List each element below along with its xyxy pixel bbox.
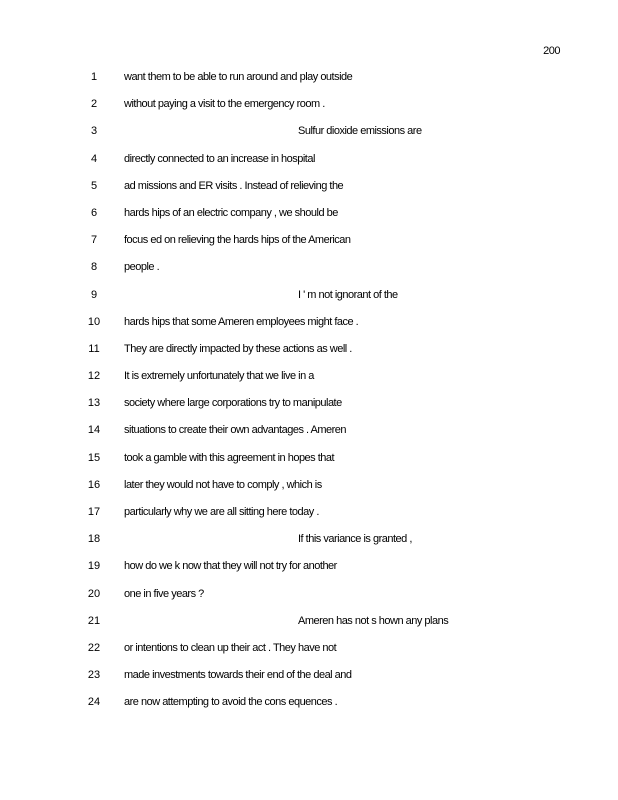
line-number: 15	[87, 451, 101, 464]
line-number: 21	[87, 614, 101, 627]
line-number: 9	[90, 288, 98, 301]
line-number: 2	[90, 98, 98, 111]
transcript-line: people .	[124, 261, 160, 274]
transcript-line: how do we k now that they will not try for another	[124, 560, 337, 573]
transcript-line: without paying a visit to the emergency room .	[124, 98, 325, 111]
line-number: 24	[87, 696, 101, 709]
transcript-line: If this variance is granted ,	[298, 533, 412, 546]
transcript-line: ad missions and ER visits . Instead of relieving the	[124, 179, 344, 192]
transcript-line: focus ed on relieving the hards hips of the American	[124, 234, 351, 247]
transcript-line: or intentions to clean up their act . They have not	[124, 641, 337, 654]
line-number: 1	[90, 71, 98, 83]
transcript-line: later they would not have to comply , which is	[124, 478, 322, 491]
transcript-line: hards hips that some Ameren employees might face .	[124, 315, 359, 328]
transcript-line: one in five years ?	[124, 587, 204, 600]
line-number: 17	[87, 506, 101, 518]
line-number: 12	[87, 370, 101, 383]
line-number: 10	[87, 315, 101, 328]
transcript-line: made investments towards their end of the deal and	[124, 669, 352, 682]
line-number: 16	[87, 478, 101, 491]
page-number: 200	[543, 45, 560, 57]
transcript-line: want them to be able to run around and play outside	[124, 71, 353, 83]
transcript-line: Sulfur dioxide emissions are	[298, 125, 422, 138]
line-number: 11	[88, 342, 100, 355]
transcript-line: It is extremely unfortunately that we live in a	[124, 370, 314, 383]
transcript-line: directly connected to an increase in hospital	[124, 152, 315, 165]
transcript-line: hards hips of an electric company , we should be	[124, 206, 338, 219]
transcript-line: society where large corporations try to manipulate	[124, 397, 342, 410]
line-number: 6	[90, 206, 98, 219]
transcript-line: I ' m not ignorant of the	[298, 288, 398, 301]
line-number: 8	[90, 261, 98, 274]
transcript-line: Ameren has not s hown any plans	[298, 614, 449, 627]
transcript-line: particularly why we are all sitting here today .	[124, 506, 319, 518]
line-number: 20	[87, 587, 101, 600]
transcript-line: are now attempting to avoid the cons equences .	[124, 696, 338, 709]
line-number: 14	[87, 424, 101, 437]
transcript-line: They are directly impacted by these actions as well .	[124, 342, 352, 355]
line-number: 5	[90, 179, 98, 192]
line-number-column	[86, 71, 102, 724]
line-number: 13	[87, 397, 101, 410]
transcript-line: situations to create their own advantages . Ameren	[124, 424, 347, 437]
line-number: 7	[90, 234, 98, 247]
line-number: 22	[87, 641, 101, 654]
line-number: 3	[90, 125, 98, 138]
line-number: 19	[87, 560, 101, 573]
transcript-line: took a gamble with this agreement in hopes that	[124, 451, 335, 464]
line-number: 23	[87, 669, 101, 682]
line-number: 18	[87, 533, 101, 546]
transcript-body	[124, 71, 544, 724]
line-number: 4	[90, 152, 98, 165]
